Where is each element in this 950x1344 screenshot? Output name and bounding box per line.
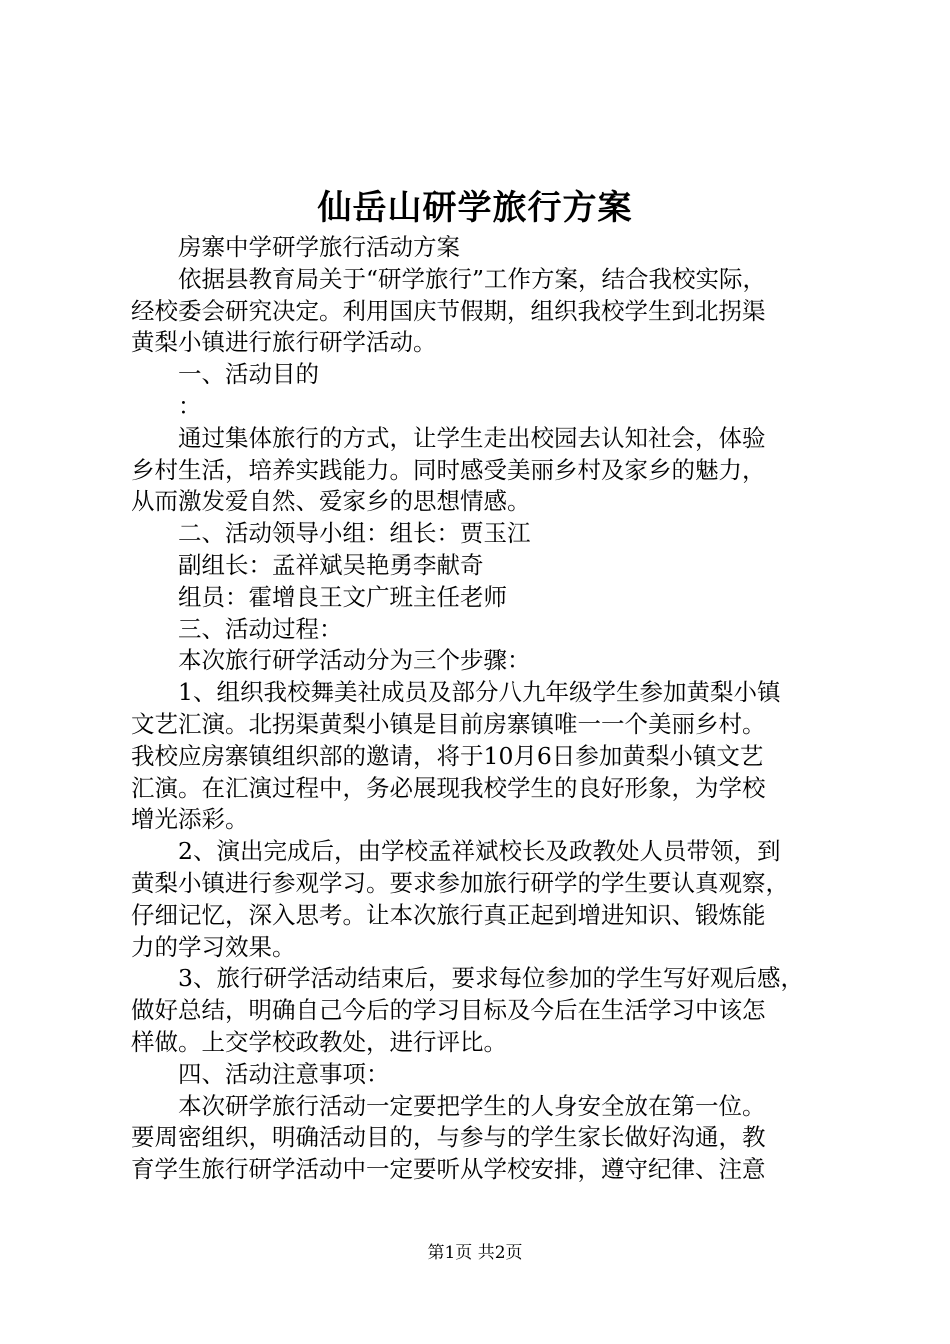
body-line: 黄梨小镇进行参观学习。要求参加旅行研学的学生要认真观察，: [131, 868, 789, 897]
body-line: 本次研学旅行活动一定要把学生的人身安全放在第一位。: [178, 1091, 766, 1120]
body-line: 力的学习效果。: [131, 932, 296, 961]
document-title: 仙岳山研学旅行方案: [317, 188, 633, 228]
body-line: ：: [178, 391, 202, 420]
body-line: 房寨中学研学旅行活动方案: [178, 233, 460, 261]
body-line: 三、活动过程：: [178, 614, 343, 643]
body-line: 通过集体旅行的方式，让学生走出校园去认知社会，体验: [178, 423, 766, 452]
page-footer: 第1页 共2页: [427, 1243, 523, 1263]
body-line: 育学生旅行研学活动中一定要听从学校安排，遵守纪律、注意: [131, 1155, 766, 1184]
body-line: 要周密组织，明确活动目的，与参与的学生家长做好沟通，教: [131, 1123, 766, 1152]
body-line: 做好总结，明确自己今后的学习目标及今后在生活学习中该怎: [131, 996, 766, 1025]
body-line: 仔细记忆，深入思考。让本次旅行真正起到增进知识、锻炼能: [131, 900, 766, 929]
body-line: 乡村生活，培养实践能力。同时感受美丽乡村及家乡的魅力，: [131, 455, 766, 484]
body-line: 文艺汇演。北拐渠黄梨小镇是目前房寨镇唯一一个美丽乡村。: [131, 709, 766, 738]
body-line: 本次旅行研学活动分为三个步骤：: [178, 646, 531, 675]
body-line: 1、组织我校舞美社成员及部分八九年级学生参加黄梨小镇: [178, 678, 781, 707]
body-line: 依据县教育局关于“研学旅行”工作方案，结合我校实际，: [178, 264, 767, 293]
body-line: 四、活动注意事项：: [178, 1059, 390, 1088]
body-line: 3、旅行研学活动结束后，要求每位参加的学生写好观后感，: [178, 964, 804, 993]
body-line: 2、演出完成后，由学校孟祥斌校长及政教处人员带领，到: [178, 837, 781, 866]
body-line: 从而激发爱自然、爱家乡的思想情感。: [131, 487, 531, 516]
body-line: 增光添彩。: [131, 805, 249, 834]
body-line: 组员：霍增良王文广班主任老师: [178, 582, 507, 611]
body-line: 我校应房寨镇组织部的邀请，将于10月6日参加黄梨小镇文艺: [131, 741, 764, 770]
body-line: 一、活动目的: [178, 360, 319, 389]
body-line: 二、活动领导小组：组长：贾玉江: [178, 519, 531, 548]
body-line: 黄梨小镇进行旅行研学活动。: [131, 328, 437, 357]
body-line: 样做。上交学校政教处，进行评比。: [131, 1027, 507, 1056]
body-line: 经校委会研究决定。利用国庆节假期，组织我校学生到北拐渠: [131, 296, 766, 325]
body-line: 副组长：孟祥斌吴艳勇李献奇: [178, 550, 484, 579]
document-body: [131, 232, 831, 1186]
body-line: 汇演。在汇演过程中，务必展现我校学生的良好形象，为学校: [131, 773, 766, 802]
